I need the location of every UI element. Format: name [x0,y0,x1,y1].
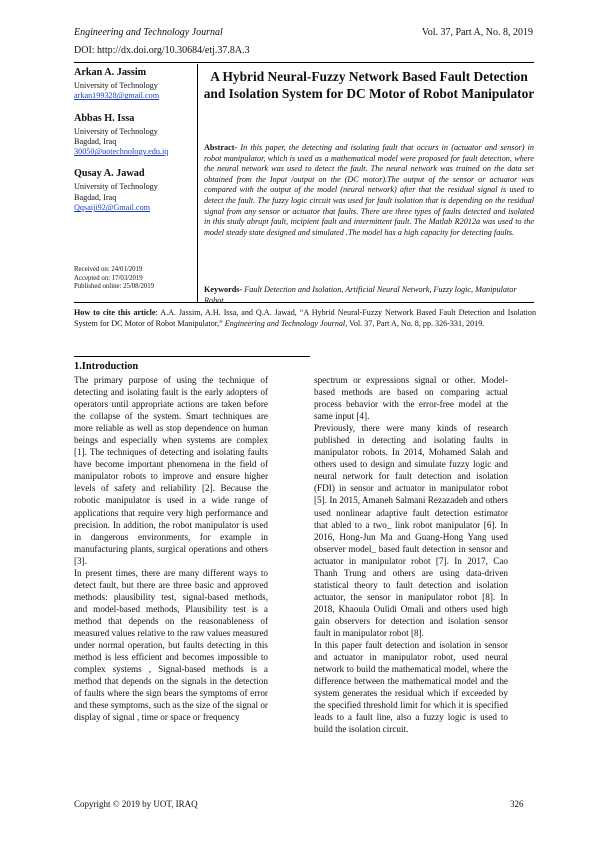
author-2 [74,112,194,158]
header-rule [74,62,534,63]
abstract [204,143,534,238]
keywords [204,285,534,306]
author-affiliation: University of Technology [74,182,158,192]
body-column-left [74,374,268,723]
received-date: Received on: 24/01/2019 [74,266,143,273]
body-column-right [314,374,508,735]
author-email-link[interactable]: Qqsaiji92@Gmail.com [74,203,150,213]
author-name: Arkan A. Jassim [74,67,147,78]
section-title: 1.Introduction [74,361,139,372]
journal-name: Engineering and Technology Journal [74,27,223,38]
citation-details: , Vol. 37, Part A, No. 8, pp. 326-331, 2019. [345,318,485,328]
author-email-link[interactable]: arkan199328@gmail.com [74,91,160,101]
column-divider [197,64,198,302]
citation-top-rule [74,302,534,303]
author-email-link[interactable]: 30050@uotechnology.edu.iq [74,147,169,157]
paragraph: The primary purpose of using the technique of detecting and isolating fault is the early adopters of operators until appropriate actions are taken before the collapse of the system. Smart techniques are more reliable as well as stop dependence on human beings and especially when systems are complex [1]. The techniques of detecting and isolating faults have become important phenomena in the field of manipulator robots to improve and ensure higher levels of safety and reliability [2]. Because the robotic manipulator is used in a wide range of applications that require very high performance and precision. In addition, the robot manipulator is used in dangerous environments, for example in manufacturing plants, surgical operations and others [3]. [74,375,268,566]
abstract-text: In this paper, the detecting and isolating fault that occurs in (actuator and sensor) in robot manipulator, which is used as a mathematical model were proposed for fault detection, where the neural network was used to detect the fault. The neural network was trained on the data set obtained from the Input /output on the (DC motor).The output of the sensor or actuator was compared with the output of the model (neural network) after that the residual signal is used to detect the fault. The fuzzy logic circuit was used for fault isolation that is depending on the residual signal from any sensor or actuator that faults. There are three types of faults detected and isolated in this study abrupt fault, incipient fault and intermittent fault. The Matlab R2012a was used to the model steady state designed and simulated .The model has a high capacity for detecting faults. [204,143,534,237]
author-1 [74,66,194,102]
citation-label: How to cite this article [74,308,156,317]
article-dates [74,266,194,292]
copyright: Copyright © 2019 by UOT, IRAQ [74,799,198,809]
section-rule [74,356,310,357]
author-name: Abbas H. Issa [74,112,135,124]
paragraph: Previously, there were many kinds of research published in detecting and isolating faults in manipulator robots. In 2014, Mohamed Salah and others used to design and simulate fuzzy logic and neural network for fault detection and isolation (FDI) in sensor and actuator in manipulator robot [5]. In 2015, Amaneh Salmani Rezazadeh and others used nonlinear adaptive fault detection estimator that abled to a two_ link robot manipulator [6]. In 2016, Hong-Jun Ma and Guang-Hong Yang used observer model_ based fault detection in sensor and actuator in manipulator robot [7]. In 2017, Cao Thanh Trung and others are using data-driven statistical theory to fault detection and isolation actuator, the sensor in manipulator robot [8]. In 2018, Khaoula Oulidi Omali and others used high gain observers for detection and isolation sensor fault in manipulator robot [8]. [314,423,508,638]
accepted-date: Accepted on: 17/03/2019 [74,274,143,282]
keywords-label: Keywords- [204,285,243,294]
volume-info: Vol. 37, Part A, No. 8, 2019 [421,27,533,38]
author-affiliation: University of Technology [74,126,158,136]
author-3 [74,167,194,213]
author-location: Bagdad, Iraq [74,192,117,202]
author-name: Qusay A. Jawad [74,168,145,180]
citation [74,308,536,329]
paper-title: A Hybrid Neural-Fuzzy Network Based Fault Detection and Isolation System for DC Motor of Robot Manipulator [203,69,535,101]
keywords-text: Fault Detection and Isolation, Artificial Neural Network, Fuzzy logic, Manipulator Robot. [204,285,517,305]
abstract-label: Abstract- [204,143,238,152]
published-date: Published online: 25/08/2019 [74,283,155,290]
author-location: Bagdad, Iraq [74,136,117,146]
author-list [74,66,194,223]
page-number: 326 [510,799,524,809]
citation-text: : A.A. Jassim, A.H. Issa, and Q.A. Jawad, “A Hybrid Neural-Fuzzy Network Based Fault Detection and Isolation System for DC Motor of Robot Manipulator,” [74,308,536,328]
citation-journal: Engineering and Technology Journal [224,318,346,328]
paragraph: spectrum or expressions signal or other. Model-based methods are based on comparing actual process behavior with the error-free model at the same input [4]. [314,375,508,422]
doi: DOI: http://dx.doi.org/10.30684/etj.37.8A.3 [74,45,250,56]
paragraph: In present times, there are many different ways to detect fault, but there are three basic and approved methods: plausibility test, signal-based methods, and model-based methods, Plausibility test is a method that depends on the reasonableness of measured values relative to the raw values measured under normal operation, but faults detecting in this method is less efficient and becomes impossible to complex systems , Signal-based methods is a method that depends on the signals in the detection of faults where the sign bears the symptoms of error and these symptoms, such as the size of the signal or display of signal , time or space or frequency [74,567,268,723]
paragraph: In this paper fault detection and isolation in sensor and actuator in manipulator robot, used neural network to build the mathematical model, where the difference between the mathematical model and the system generates the residual which if exceeded by the specified threshold limit for which it is specified leads to a fault line, also a fuzzy logic is used to build the isolation circuit. [314,640,508,735]
author-affiliation: University of Technology [74,81,158,90]
